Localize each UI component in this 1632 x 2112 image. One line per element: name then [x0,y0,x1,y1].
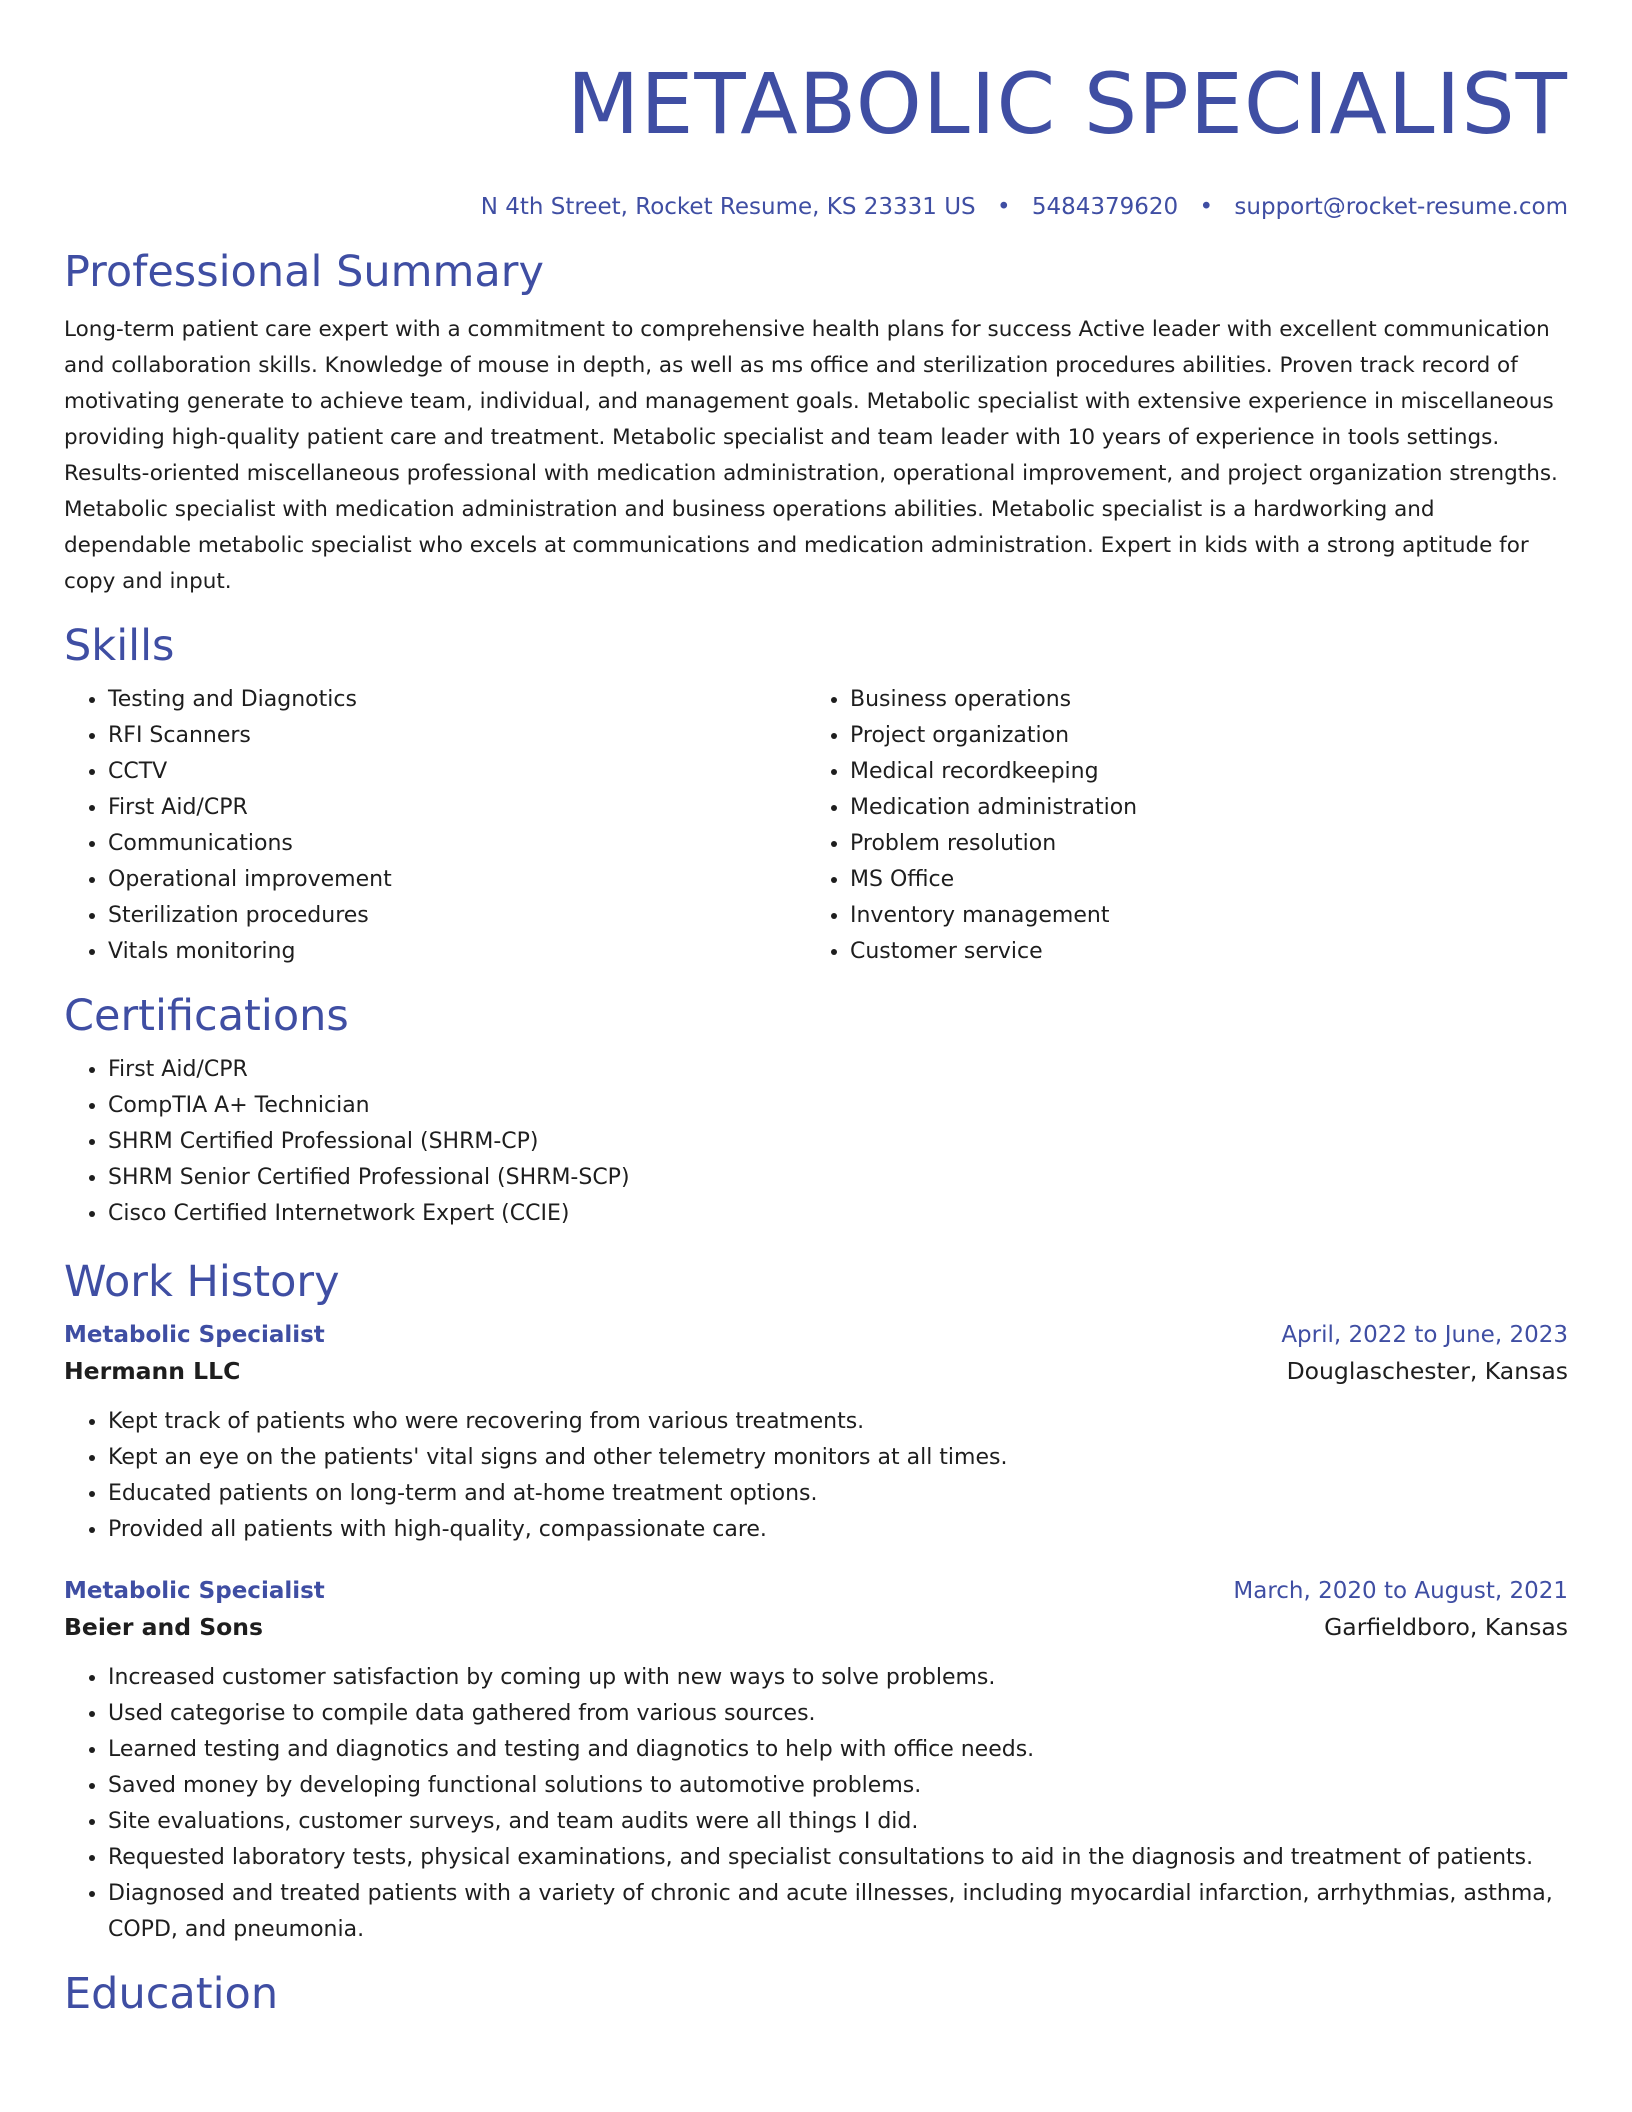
skills-list [64,682,1568,970]
job-bullet: • Increased customer satisfaction by coming up with new ways to solve problems. [108,1660,1568,1696]
job-entry [64,1318,1568,1548]
contact-email: support@rocket-resume.com [1234,194,1568,220]
job-bullet: • Used categorise to compile data gathered from various sources. [108,1696,1568,1732]
skills-column-right [806,682,1548,970]
certifications-heading: Certifications [64,991,349,1041]
job-bullet: • Diagnosed and treated patients with a variety of chronic and acute illnesses, including myocardial infarction, arrhythmias, asthma, COPD, and pneumonia. [108,1876,1568,1948]
job-title: Metabolic Specialist [64,1322,325,1348]
job-bullet: • Kept an eye on the patients' vital signs and other telemetry monitors at all times. [108,1440,1568,1476]
certification-item: • SHRM Certified Professional (SHRM-CP) [108,1124,1568,1160]
skill-item: • Sterilization procedures [108,898,806,934]
skill-item: • Customer service [850,934,1548,970]
skills-heading: Skills [64,621,175,671]
job-header-row [64,1574,1568,1608]
job-company-row [64,1352,1568,1390]
job-company-row [64,1608,1568,1646]
job-entry [64,1574,1568,1948]
skill-item: • Inventory management [850,898,1548,934]
job-dates: March, 2020 to August, 2021 [1233,1578,1568,1604]
certification-item: • First Aid/CPR [108,1052,1568,1088]
skill-item: • Vitals monitoring [108,934,806,970]
skill-item: • Project organization [850,718,1548,754]
contact-separator: • [996,194,1011,220]
job-dates: April, 2022 to June, 2023 [1281,1322,1568,1348]
job-bullet: • Requested laboratory tests, physical examinations, and specialist consultations to aid in the diagnosis and treatment of patients. [108,1840,1568,1876]
resume-page [64,0,1568,2020]
certifications-list [64,1052,1568,1232]
resume-name: METABOLIC SPECIALIST [566,55,1568,153]
job-bullet: • Educated patients on long-term and at-home treatment options. [108,1476,1568,1512]
contact-phone: 5484379620 [1031,194,1179,220]
certification-item: • SHRM Senior Certified Professional (SHRM-SCP) [108,1160,1568,1196]
work-history-heading: Work History [64,1257,340,1307]
job-location: Garfieldboro, Kansas [1324,1613,1568,1641]
job-header-row [64,1318,1568,1352]
job-company: Beier and Sons [64,1613,263,1641]
job-bullets [64,1404,1568,1548]
skill-item: • Testing and Diagnotics [108,682,806,718]
job-bullet: • Saved money by developing functional solutions to automotive problems. [108,1768,1568,1804]
contact-address: N 4th Street, Rocket Resume, KS 23331 US [480,194,976,220]
job-bullets [64,1660,1568,1948]
job-title: Metabolic Specialist [64,1578,325,1604]
skill-item: • MS Office [850,862,1548,898]
certification-item: • Cisco Certified Internetwork Expert (CCIE) [108,1196,1568,1232]
job-company: Hermann LLC [64,1357,241,1385]
job-bullet: • Kept track of patients who were recovering from various treatments. [108,1404,1568,1440]
job-bullet: • Site evaluations, customer surveys, and team audits were all things I did. [108,1804,1568,1840]
education-heading: Education [64,1969,279,2019]
skill-item: • Medication administration [850,790,1548,826]
job-bullet: • Provided all patients with high-quality, compassionate care. [108,1512,1568,1548]
skill-item: • CCTV [108,754,806,790]
skill-item: • Medical recordkeeping [850,754,1548,790]
job-bullet: • Learned testing and diagnotics and testing and diagnotics to help with office needs. [108,1732,1568,1768]
contact-separator: • [1199,194,1214,220]
skill-item: • Operational improvement [108,862,806,898]
skill-item: • RFI Scanners [108,718,806,754]
summary-heading: Professional Summary [64,247,544,297]
summary-text: Long-term patient care expert with a commitment to comprehensive health plans for success Active leader with excellent communication and collaboration skills. Knowledge of mouse in depth, as well as ms office and sterilization procedures abilities. Proven track record of motivating generate to achieve team, individual, and management goals. Metabolic specialist with extensive experience in miscellaneous providing high-quality patient care and treatment. Metabolic specialist and team leader with 10 years of experience in tools settings. Results-oriented miscellaneous professional with medication administration, operational improvement, and project organization strengths. Metabolic specialist with medication administration and business operations abilities. Metabolic specialist is a hardworking and dependable metabolic specialist who excels at communications and medication administration. Expert in kids with a strong aptitude for copy and input. [64,317,1558,594]
skill-item: • Communications [108,826,806,862]
certification-item: • CompTIA A+ Technician [108,1088,1568,1124]
contact-line [64,192,1568,222]
skill-item: • Problem resolution [850,826,1548,862]
job-location: Douglaschester, Kansas [1286,1357,1568,1385]
skill-item: • Business operations [850,682,1548,718]
skills-column-left [64,682,806,970]
skill-item: • First Aid/CPR [108,790,806,826]
